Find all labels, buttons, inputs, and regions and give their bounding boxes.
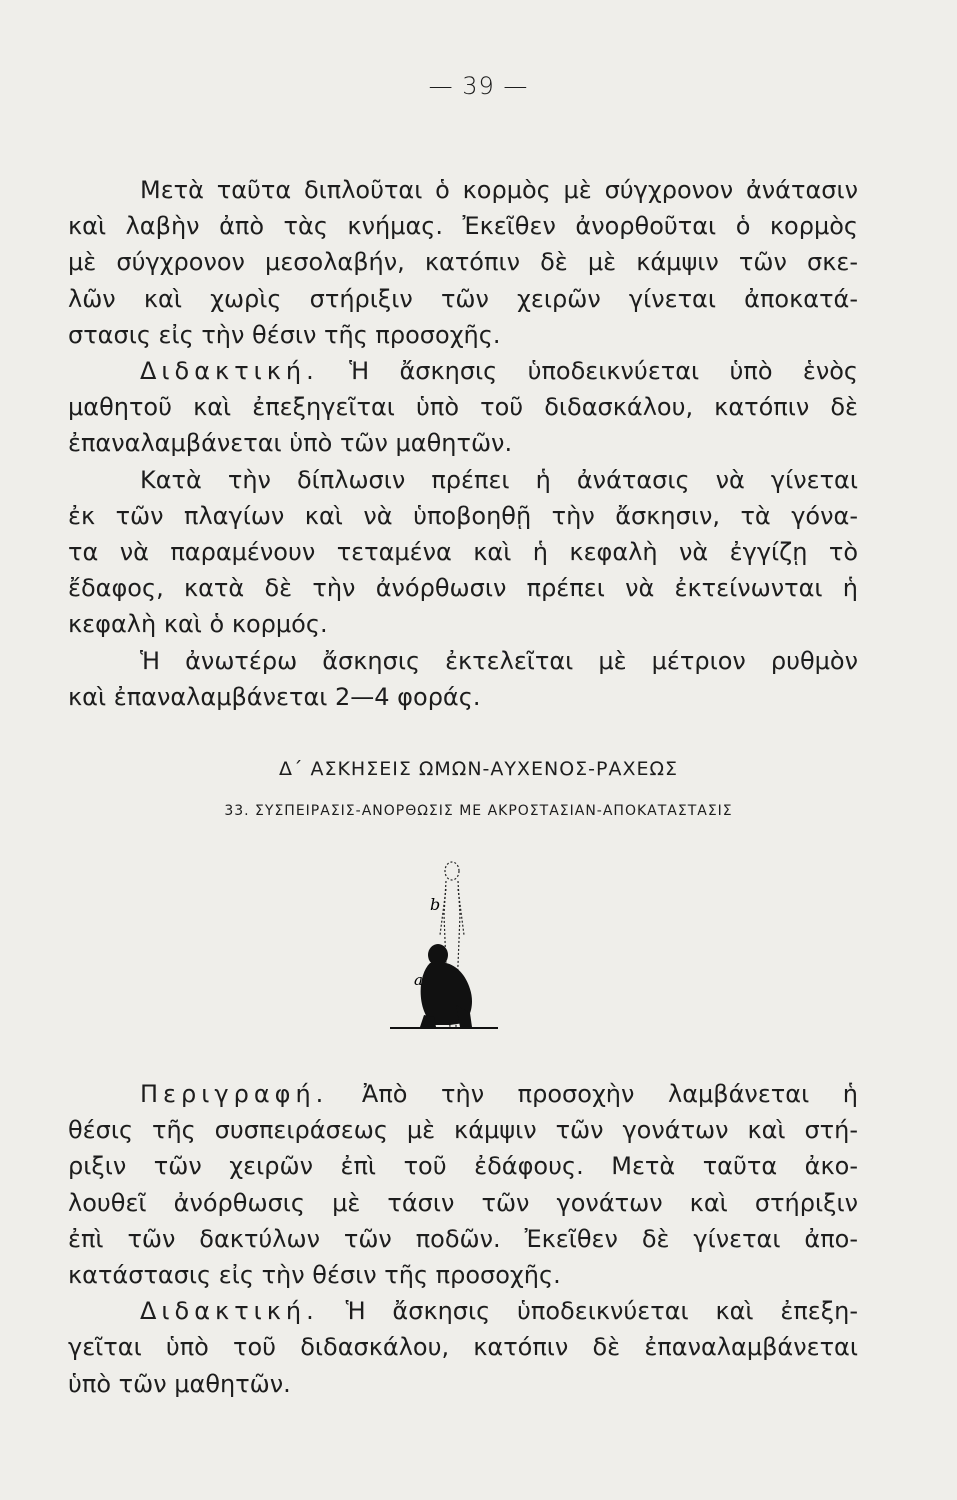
- text-line: Μετὰ ταῦτα διπλοῦται ὁ κορμὸς μὲ σύγχρονον ἀνάτασιν: [140, 176, 858, 204]
- didaktiki-label: Διδακτική.: [140, 1297, 319, 1326]
- text-line: ἐπὶ τῶν δακτύλων τῶν ποδῶν. Ἐκεῖθεν δὲ γίνεται ἀπο-: [68, 1224, 858, 1253]
- page-number: — 39 —: [428, 72, 529, 100]
- figure-label-b: b: [430, 895, 441, 914]
- exercise-figure: [390, 855, 500, 1055]
- text-line: λουθεῖ ἀνόρθωσις μὲ τάσιν τῶν γονάτων καὶ στήριξιν: [68, 1188, 858, 1217]
- text-line: ὑπὸ τῶν μαθητῶν.: [68, 1369, 291, 1398]
- text-line: Ἡ ἄσκησις ὑποδεικνύεται καὶ ἐπεξη-: [345, 1297, 858, 1326]
- text-line: λῶν καὶ χωρὶς στήριξιν τῶν χειρῶν γίνεται ἀποκατά-: [68, 284, 858, 313]
- text-line: Ἡ ἄσκησις ὑποδεικνύεται ὑπὸ ἑνὸς: [349, 357, 858, 386]
- text-line: τα νὰ παραμένουν τεταμένα καὶ ἡ κεφαλὴ νὰ ἐγγίζῃ τὸ: [68, 538, 858, 567]
- text-line: ἐπαναλαμβάνεται ὑπὸ τῶν μαθητῶν.: [68, 429, 513, 458]
- text-line: ἔδαφος, κατὰ δὲ τὴν ἀνόρθωσιν πρέπει νὰ ἐκτείνωνται ἡ: [68, 574, 858, 603]
- text-line: κεφαλὴ καὶ ὁ κορμός.: [68, 610, 328, 639]
- text-line: μαθητοῦ καὶ ἐπεξηγεῖται ὑπὸ τοῦ διδασκάλου, κατόπιν δὲ: [68, 393, 858, 422]
- perigrafi-label: Περιγραφή.: [140, 1080, 329, 1108]
- text-line: Ἡ ἀνωτέρω ἄσκησις ἐκτελεῖται μὲ μέτριον ρυθμὸν: [140, 646, 858, 675]
- bottom-text-block: [68, 1076, 858, 1402]
- text-line: ριξιν τῶν χειρῶν ἐπὶ τοῦ ἐδάφους. Μετὰ ταῦτα ἀκο-: [68, 1152, 858, 1181]
- text-line: στασις εἰς τὴν θέσιν τῆς προσοχῆς.: [68, 320, 501, 349]
- text-line: καὶ λαβὴν ἀπὸ τὰς κνήμας. Ἐκεῖθεν ἀνορθοῦται ὁ κορμὸς: [68, 212, 858, 241]
- crouching-figure: [420, 944, 472, 1027]
- text-line: μὲ σύγχρονον μεσολαβήν, κατόπιν δὲ μὲ κάμψιν τῶν σκε-: [68, 248, 858, 277]
- section-heading: Δ΄ ΑΣΚΗΣΕΙΣ ΩΜΩΝ-ΑΥΧΕΝΟΣ-ΡΑΧΕΩΣ: [278, 758, 679, 780]
- text-line: γεῖται ὑπὸ τοῦ διδασκάλου, κατόπιν δὲ ἐπαναλαμβάνεται: [68, 1333, 858, 1362]
- didaktiki-line: [68, 1293, 858, 1329]
- text-line: θέσις τῆς συσπειράσεως μὲ κάμψιν τῶν γονάτων καὶ στή-: [68, 1116, 858, 1145]
- didaktiki-label: Διδακτική.: [140, 357, 319, 386]
- figure-label-a: a: [414, 971, 423, 989]
- perigrafi-line: [68, 1076, 858, 1112]
- text-line: Κατὰ τὴν δίπλωσιν πρέπει ἡ ἀνάτασις νὰ γίνεται: [140, 465, 858, 494]
- top-text-block: [68, 172, 858, 715]
- text-line: Ἀπὸ τὴν προσοχὴν λαμβάνεται ἡ: [361, 1080, 858, 1108]
- text-line: ἐκ τῶν πλαγίων καὶ νὰ ὑποβοηθῇ τὴν ἄσκησιν, τὰ γόνα-: [68, 501, 858, 530]
- exercise-title: 33. ΣΥΣΠΕΙΡΑΣΙΣ-ΑΝΟΡΘΩΣΙΣ ΜΕ ΑΚΡΟΣΤΑΣΙΑΝ-ΑΠΟΚΑΤΑΣΤΑΣΙΣ: [224, 803, 733, 819]
- text-line: κατάστασις εἰς τὴν θέσιν τῆς προσοχῆς.: [68, 1261, 561, 1290]
- text-line: καὶ ἐπαναλαμβάνεται 2—4 φοράς.: [68, 682, 481, 711]
- didaktiki-line: [68, 353, 858, 389]
